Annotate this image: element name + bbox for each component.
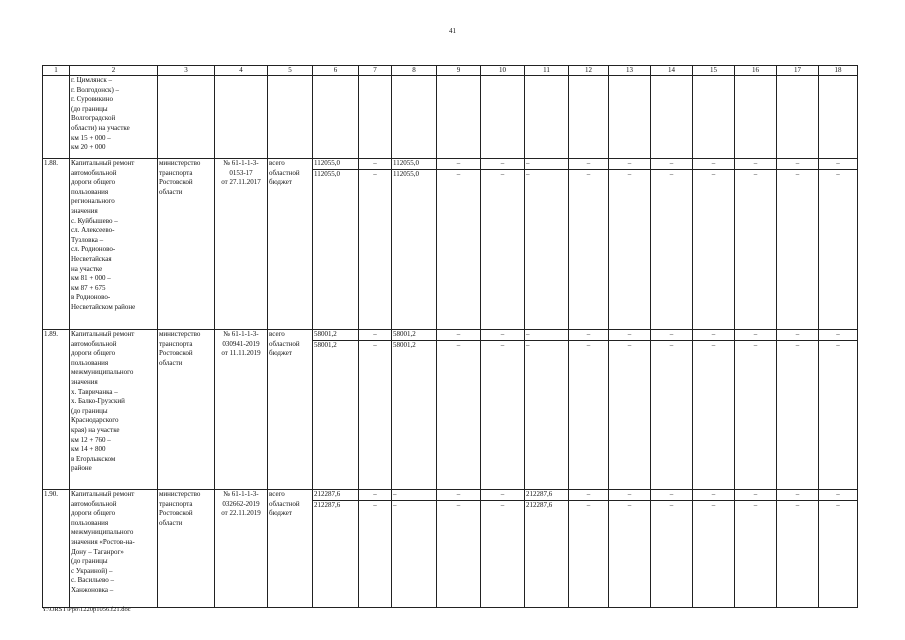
cell-line: –	[500, 159, 505, 167]
cell-v9	[437, 159, 481, 330]
row-number: 1.89.	[44, 330, 58, 338]
cell-line: 58001,2	[392, 340, 436, 351]
cell-v15	[693, 159, 735, 330]
header-cell: 3	[158, 66, 215, 76]
cell-v14	[651, 159, 693, 330]
cell-line: области) на участке	[71, 123, 130, 132]
cell-line: Капитальный ремонт	[71, 330, 135, 338]
cell-v10	[481, 76, 525, 159]
row-number: 1.88.	[44, 159, 58, 167]
cell-v7	[359, 76, 392, 159]
cell-v13	[609, 330, 651, 490]
cell-v14	[651, 490, 693, 608]
cell-line: –	[777, 169, 818, 180]
page-number: 41	[449, 27, 456, 35]
cell-line: 0153-17	[229, 168, 253, 177]
cell-line: –	[359, 340, 391, 351]
header-cell: 6	[313, 66, 359, 76]
cell-v15	[693, 490, 735, 608]
cell-v6	[313, 330, 359, 490]
cell-line: дороги общего	[71, 509, 116, 518]
cell-line: автомобильной	[71, 168, 117, 177]
cell-line: км 20 + 000	[71, 143, 106, 152]
cell-line: –	[795, 330, 800, 338]
cell-line: (до границы	[71, 557, 108, 566]
cell-v18	[819, 490, 858, 608]
header-cell: 15	[693, 66, 735, 76]
cell-name	[70, 159, 158, 330]
cell-line: Ростовской	[159, 178, 193, 187]
cell-line: –	[609, 500, 650, 511]
cell-line: 58001,2	[313, 340, 358, 351]
cell-line: –	[777, 340, 818, 351]
cell-line: министерство	[159, 330, 201, 338]
header-cell: 8	[392, 66, 437, 76]
cell-line: –	[500, 330, 505, 338]
cell-line: пользования	[71, 518, 109, 527]
cell-line: –	[651, 169, 692, 180]
cell-line: (до границы	[71, 406, 108, 415]
cell-line: х. Балко-Грузский	[71, 397, 125, 406]
cell-v11	[525, 490, 569, 608]
cell-v10	[481, 159, 525, 330]
header-cell: 4	[215, 66, 268, 76]
cell-v16	[735, 330, 777, 490]
cell-line: сл. Алексеево-	[71, 226, 115, 235]
cell-v9	[437, 76, 481, 159]
cell-line: Дону – Таганрог»	[71, 547, 124, 556]
cell-line: –	[693, 169, 734, 180]
cell-v14	[651, 76, 693, 159]
cell-v11	[525, 159, 569, 330]
cell-line: –	[609, 340, 650, 351]
cell-v17	[777, 490, 819, 608]
cell-line: –	[569, 500, 608, 511]
cell-line: № 61-1-1-3-	[223, 490, 259, 498]
cell-line: всего	[269, 159, 285, 167]
cell-line: № 61-1-1-3-	[223, 330, 259, 338]
cell-line: Капитальный ремонт	[71, 490, 135, 498]
cell-line: 212287,6	[313, 500, 358, 511]
cell-v6	[313, 76, 359, 159]
header-cell: 7	[359, 66, 392, 76]
table-row	[43, 159, 858, 330]
cell-v13	[609, 490, 651, 608]
cell-v17	[777, 330, 819, 490]
header-cell: 10	[481, 66, 525, 76]
cell-name	[70, 76, 158, 159]
cell-line: –	[359, 500, 391, 511]
cell-line: 030941-2019	[222, 339, 260, 348]
cell-line: дороги общего	[71, 178, 116, 187]
cell-line: Несветайском районе	[71, 302, 136, 311]
cell-doc	[215, 76, 268, 159]
cell-line: регионального	[71, 197, 115, 206]
cell-v7	[359, 490, 392, 608]
cell-line: края) на участке	[71, 425, 120, 434]
cell-line: –	[437, 169, 480, 180]
cell-v7	[359, 330, 392, 490]
cell-line: транспорта	[159, 168, 193, 177]
cell-line: –	[359, 169, 391, 180]
cell-line: –	[795, 490, 800, 498]
cell-v17	[777, 76, 819, 159]
cell-v18	[819, 76, 858, 159]
cell-line: области	[159, 187, 183, 196]
cell-v10	[481, 490, 525, 608]
table-row	[43, 76, 858, 159]
cell-line: –	[711, 330, 716, 338]
cell-v18	[819, 330, 858, 490]
cell-line: –	[525, 169, 568, 180]
cell-v12	[569, 330, 609, 490]
cell-line: всего	[269, 490, 285, 498]
cell-line: 58001,2	[393, 330, 416, 338]
cell-line: министерство	[159, 159, 201, 167]
cell-line: –	[735, 169, 776, 180]
cell-line: (до границы	[71, 104, 108, 113]
cell-v11	[525, 330, 569, 490]
header-cell: 16	[735, 66, 777, 76]
cell-line: автомобильной	[71, 499, 117, 508]
cell-line: г. Цимлянск –	[71, 76, 113, 84]
header-cell: 17	[777, 66, 819, 76]
cell-line: –	[609, 169, 650, 180]
cell-src	[268, 490, 313, 608]
cell-line: значения «Ростов-на-	[71, 537, 135, 546]
cell-v13	[609, 159, 651, 330]
cell-line: значения	[71, 377, 98, 386]
cell-line: –	[819, 500, 857, 511]
cell-src	[268, 330, 313, 490]
cell-name	[70, 490, 158, 608]
header-cell: 2	[70, 66, 158, 76]
cell-v16	[735, 76, 777, 159]
cell-line: областной	[269, 339, 300, 348]
cell-v15	[693, 330, 735, 490]
cell-num	[43, 76, 70, 159]
cell-v9	[437, 490, 481, 608]
cell-line: области	[159, 518, 183, 527]
cell-line: 212287,6	[525, 500, 568, 511]
cell-line: 212287,6	[526, 490, 553, 498]
cell-line: с Украиной) –	[71, 566, 113, 575]
header-cell: 5	[268, 66, 313, 76]
cell-line: –	[437, 340, 480, 351]
cell-line: –	[836, 490, 840, 498]
cell-doc	[215, 490, 268, 608]
cell-org	[158, 490, 215, 608]
header-cell: 9	[437, 66, 481, 76]
cell-line: –	[669, 330, 674, 338]
cell-line: –	[651, 500, 692, 511]
cell-line: в Родионово-	[71, 293, 111, 302]
cell-line: –	[392, 500, 436, 511]
cell-line: –	[753, 490, 758, 498]
cell-line: –	[569, 169, 608, 180]
cell-line: 58001,2	[314, 330, 337, 338]
cell-line: 112055,0	[392, 169, 436, 180]
cell-line: –	[627, 330, 632, 338]
cell-src	[268, 159, 313, 330]
cell-line: –	[693, 500, 734, 511]
cell-line: Капитальный ремонт	[71, 159, 135, 167]
header-cell: 11	[525, 66, 569, 76]
cell-line: Ростовской	[159, 349, 193, 358]
cell-v14	[651, 330, 693, 490]
cell-line: –	[836, 330, 840, 338]
cell-v11	[525, 76, 569, 159]
cell-line: км 12 + 760 –	[71, 435, 111, 444]
table-body	[43, 66, 858, 608]
cell-line: областной	[269, 499, 300, 508]
cell-line: транспорта	[159, 499, 193, 508]
cell-line: –	[711, 159, 716, 167]
cell-line: км 81 + 000 –	[71, 274, 111, 283]
cell-line: дороги общего	[71, 349, 116, 358]
header-row	[43, 66, 858, 76]
cell-line: Тузловка –	[71, 235, 104, 244]
cell-name	[70, 330, 158, 490]
cell-line: 212287,6	[314, 490, 341, 498]
cell-line: –	[373, 490, 377, 498]
cell-line: –	[586, 490, 591, 498]
cell-v10	[481, 330, 525, 490]
cell-org	[158, 76, 215, 159]
cell-line: Несветайская	[71, 254, 112, 263]
cell-v12	[569, 490, 609, 608]
cell-line: –	[669, 159, 674, 167]
cell-line: –	[819, 340, 857, 351]
cell-num	[43, 490, 70, 608]
cell-line: –	[735, 500, 776, 511]
cell-v7	[359, 159, 392, 330]
row-number: 1.90.	[44, 490, 58, 498]
cell-line: –	[481, 169, 524, 180]
table-row	[43, 490, 858, 608]
cell-line: пользования	[71, 358, 109, 367]
cell-line: от 11.11.2019	[221, 349, 261, 358]
cell-line: межмуниципального	[71, 528, 134, 537]
cell-doc	[215, 159, 268, 330]
cell-v6	[313, 490, 359, 608]
cell-doc	[215, 330, 268, 490]
header-cell: 13	[609, 66, 651, 76]
cell-line: –	[753, 330, 758, 338]
cell-line: –	[456, 490, 461, 498]
cell-org	[158, 159, 215, 330]
cell-line: –	[393, 490, 397, 498]
cell-line: км 87 + 675	[71, 283, 106, 292]
cell-line: Краснодарского	[71, 416, 119, 425]
cell-line: –	[651, 340, 692, 351]
cell-line: № 61-1-1-3-	[223, 159, 259, 167]
cell-line: –	[795, 159, 800, 167]
cell-line: –	[526, 330, 530, 338]
cell-line: 112055,0	[393, 159, 419, 167]
cell-num	[43, 159, 70, 330]
header-cell: 18	[819, 66, 858, 76]
cell-line: областной	[269, 168, 300, 177]
cell-org	[158, 330, 215, 490]
cell-line: –	[669, 490, 674, 498]
cell-line: автомобильной	[71, 339, 117, 348]
cell-line: Ростовской	[159, 509, 193, 518]
cell-line: –	[627, 159, 632, 167]
cell-line: 112055,0	[314, 159, 340, 167]
cell-line: –	[819, 169, 857, 180]
cell-line: сл. Родионово-	[71, 245, 116, 254]
cell-line: 032662-2019	[222, 499, 260, 508]
cell-line: –	[569, 340, 608, 351]
cell-line: –	[693, 340, 734, 351]
cell-line: с. Васильево –	[71, 576, 115, 585]
cell-line: области	[159, 358, 183, 367]
footer-path: Y:\ORST\Ppo\1220p1056.f21.doc	[42, 606, 131, 613]
cell-v8	[392, 159, 437, 330]
cell-line: всего	[269, 330, 285, 338]
cell-line: 112055,0	[313, 169, 358, 180]
cell-line: бюджет	[269, 509, 292, 518]
header-cell: 12	[569, 66, 609, 76]
cell-v13	[609, 76, 651, 159]
cell-line: х. Тавричанка –	[71, 387, 118, 396]
cell-src	[268, 76, 313, 159]
cell-v6	[313, 159, 359, 330]
cell-v8	[392, 490, 437, 608]
cell-line: пользования	[71, 187, 109, 196]
cell-line: –	[525, 340, 568, 351]
cell-line: бюджет	[269, 178, 292, 187]
cell-v17	[777, 159, 819, 330]
cell-line: –	[437, 500, 480, 511]
cell-line: –	[456, 159, 461, 167]
cell-line: –	[481, 340, 524, 351]
header-cell: 14	[651, 66, 693, 76]
cell-line: Ханжоновка –	[71, 585, 114, 594]
budget-table	[42, 65, 858, 608]
cell-line: –	[373, 330, 377, 338]
cell-line: –	[586, 159, 591, 167]
cell-line: км 14 + 800	[71, 445, 106, 454]
cell-line: в Егорлыкском	[71, 454, 116, 463]
cell-num	[43, 330, 70, 490]
cell-line: районе	[71, 464, 92, 473]
cell-line: –	[373, 159, 377, 167]
cell-v12	[569, 159, 609, 330]
cell-line: на участке	[71, 264, 103, 273]
cell-line: –	[456, 330, 461, 338]
cell-v9	[437, 330, 481, 490]
cell-v12	[569, 76, 609, 159]
table-row	[43, 330, 858, 490]
cell-line: бюджет	[269, 349, 292, 358]
cell-v16	[735, 159, 777, 330]
cell-line: –	[500, 490, 505, 498]
cell-line: от 22.11.2019	[221, 509, 261, 518]
header-cell: 1	[43, 66, 70, 76]
cell-line: г. Суровикино	[71, 95, 114, 104]
cell-v15	[693, 76, 735, 159]
cell-line: –	[753, 159, 758, 167]
cell-line: министерство	[159, 490, 201, 498]
cell-line: –	[735, 340, 776, 351]
cell-v18	[819, 159, 858, 330]
cell-line: с. Куйбышево –	[71, 216, 118, 225]
cell-line: –	[777, 500, 818, 511]
cell-line: –	[711, 490, 716, 498]
cell-line: –	[836, 159, 840, 167]
cell-line: –	[526, 159, 530, 167]
cell-line: межмуниципального	[71, 368, 134, 377]
cell-v16	[735, 490, 777, 608]
cell-line: г. Волгодонск) –	[71, 85, 120, 94]
cell-line: –	[586, 330, 591, 338]
cell-line: Волгоградской	[71, 114, 116, 123]
cell-v8	[392, 76, 437, 159]
cell-v8	[392, 330, 437, 490]
cell-line: транспорта	[159, 339, 193, 348]
cell-line: –	[627, 490, 632, 498]
cell-line: км 15 + 000 –	[71, 133, 111, 142]
cell-line: значения	[71, 206, 98, 215]
cell-line: от 27.11.2017	[221, 178, 261, 187]
cell-line: –	[481, 500, 524, 511]
